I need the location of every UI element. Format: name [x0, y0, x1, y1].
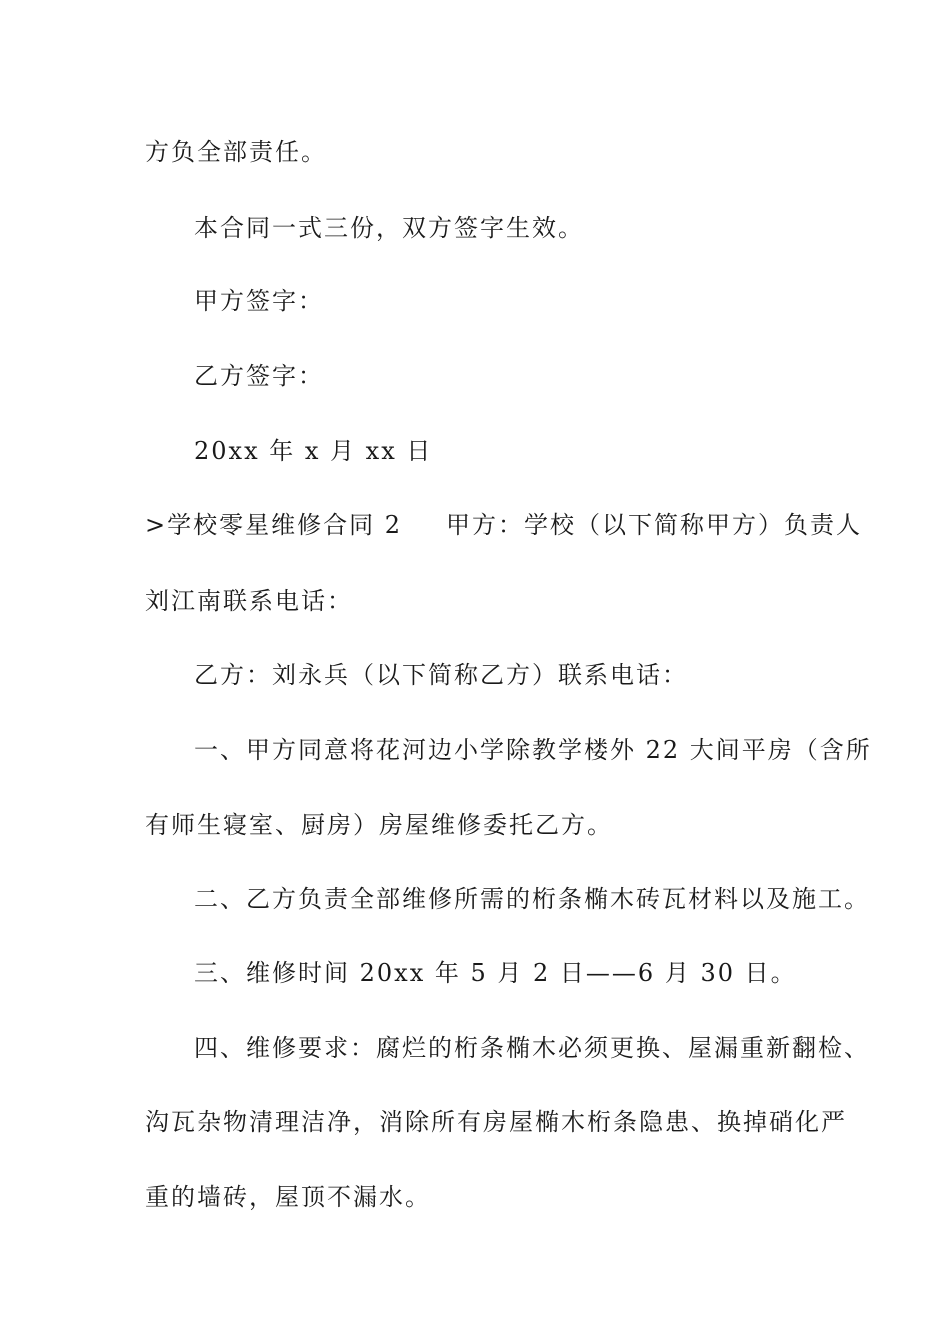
clause-1-line-2: 有师生寝室、厨房）房屋维修委托乙方。 [145, 811, 613, 839]
signature-party-b: 乙方签字： [194, 362, 324, 390]
clause-3: 三、维修时间 20xx 年 5 月 2 日——6 月 30 日。 [194, 959, 797, 987]
paragraph-line: 方负全部责任。 [145, 138, 327, 166]
clause-4-line-1: 四、维修要求：腐烂的桁条椭木必须更换、屋漏重新翻检、 [194, 1034, 870, 1062]
clause-4-line-3: 重的墙砖，屋顶不漏水。 [145, 1183, 431, 1211]
paragraph-line: 本合同一式三份，双方签字生效。 [194, 214, 584, 242]
paragraph-line: 刘江南联系电话： [145, 587, 353, 615]
contract-title: >学校零星维修合同 2 [145, 511, 403, 539]
paragraph-line: 乙方：刘永兵（以下简称乙方）联系电话： [194, 661, 688, 689]
date-line: 20xx 年 x 月 xx 日 [194, 437, 433, 465]
clause-1-line-1: 一、甲方同意将花河边小学除教学楼外 22 大间平房（含所 [194, 736, 872, 764]
clause-4-line-2: 沟瓦杂物清理洁净，消除所有房屋椭木桁条隐患、换掉硝化严 [145, 1108, 847, 1136]
section-heading [145, 510, 862, 540]
party-a-intro: 甲方：学校（以下简称甲方）负责人 [446, 511, 863, 539]
signature-party-a: 甲方签字： [194, 287, 324, 315]
clause-2: 二、乙方负责全部维修所需的桁条椭木砖瓦材料以及施工。 [194, 885, 870, 913]
